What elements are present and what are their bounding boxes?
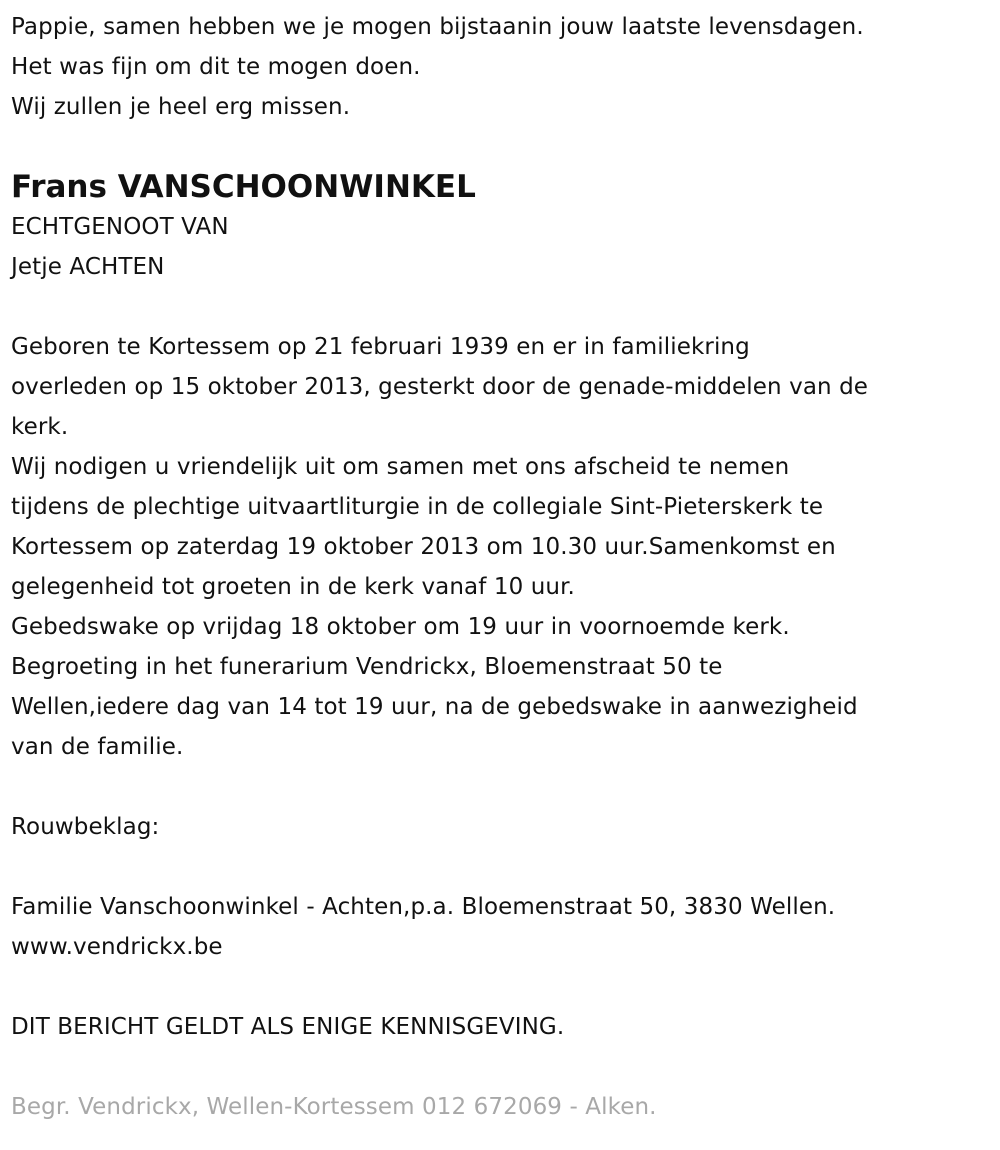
intro-line: Pappie, samen hebben we je mogen bijstaanin jouw laatste levensdagen. [11, 14, 864, 40]
family-address: Familie Vanschoonwinkel - Achten,p.a. Bloemenstraat 50, 3830 Wellen. [11, 894, 836, 920]
intro-line: Het was fijn om dit te mogen doen. [11, 54, 421, 80]
body-line: gelegenheid tot groeten in de kerk vanaf 10 uur. [11, 574, 575, 600]
spouse-label: ECHTGENOOT VAN [11, 214, 229, 240]
intro-text [11, 7, 1000, 127]
website-link[interactable]: www.vendrickx.be [11, 934, 223, 960]
body-line: Gebedswake op vrijdag 18 oktober om 19 uur in voornoemde kerk. [11, 614, 790, 640]
condolence-label: Rouwbeklag: [11, 814, 160, 840]
body-line: tijdens de plechtige uitvaartliturgie in de collegiale Sint-Pieterskerk te [11, 494, 824, 520]
body-line: Geboren te Kortessem op 21 februari 1939 en er in familiekring [11, 334, 750, 360]
body-line: Begroeting in het funerarium Vendrickx, Bloemenstraat 50 te [11, 654, 723, 680]
body-line: Wellen,iedere dag van 14 tot 19 uur, na de gebedswake in aanwezigheid [11, 694, 858, 720]
funeral-home-footer: Begr. Vendrickx, Wellen-Kortessem 012 672069 - Alken. [11, 1094, 657, 1120]
body-line: van de familie. [11, 734, 184, 760]
notice-text: DIT BERICHT GELDT ALS ENIGE KENNISGEVING. [11, 1014, 565, 1040]
body-line: Kortessem op zaterdag 19 oktober 2013 om 10.30 uur.Samenkomst en [11, 534, 836, 560]
spouse-name: Jetje ACHTEN [11, 254, 165, 280]
body-line: overleden op 15 oktober 2013, gesterkt door de genade-middelen van de [11, 374, 869, 400]
obituary-body [11, 327, 1000, 767]
deceased-name: Frans VANSCHOONWINKEL [11, 169, 476, 205]
body-line: kerk. [11, 414, 69, 440]
intro-line: Wij zullen je heel erg missen. [11, 94, 351, 120]
body-line: Wij nodigen u vriendelijk uit om samen met ons afscheid te nemen [11, 454, 790, 480]
